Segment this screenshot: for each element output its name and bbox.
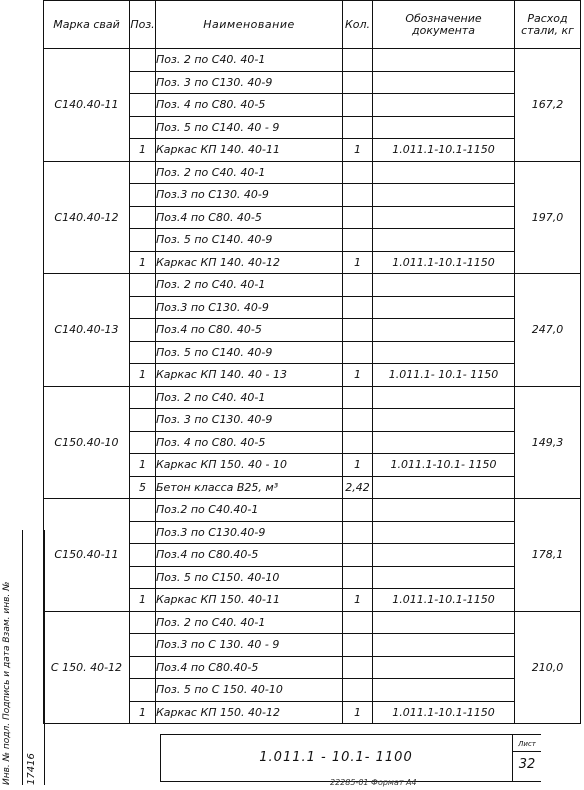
sheet-number: 32 [518, 757, 536, 772]
header-qty: Кол. [343, 1, 373, 49]
document-ref [373, 116, 515, 139]
steel-consumption: 210,0 [515, 611, 581, 724]
quantity-cell [343, 184, 373, 207]
quantity-cell [343, 296, 373, 319]
document-ref [373, 49, 515, 72]
position-cell: 1 [130, 364, 156, 387]
item-name: Каркас КП 150. 40-12 [156, 701, 343, 724]
document-ref: 1.011.1-10.1-1150 [373, 589, 515, 612]
position-cell [130, 544, 156, 567]
document-ref [373, 521, 515, 544]
position-cell [130, 656, 156, 679]
position-cell [130, 319, 156, 342]
document-ref [373, 611, 515, 634]
position-cell [130, 566, 156, 589]
steel-consumption: 149,3 [515, 386, 581, 499]
item-name: Поз.4 по С80. 40-5 [156, 319, 343, 342]
item-name: Поз.4 по С80. 40-5 [156, 206, 343, 229]
position-cell [130, 386, 156, 409]
document-ref [373, 94, 515, 117]
position-cell [130, 94, 156, 117]
quantity-cell [343, 94, 373, 117]
document-ref [373, 274, 515, 297]
document-ref [373, 161, 515, 184]
item-name: Поз. 2 по С40. 40-1 [156, 611, 343, 634]
position-cell: 1 [130, 139, 156, 162]
document-ref: 1.011.1-10.1- 1150 [373, 454, 515, 477]
document-ref [373, 566, 515, 589]
item-name: Поз.3 по С 130. 40 - 9 [156, 634, 343, 657]
header-pos: Поз. [130, 1, 156, 49]
pile-mark: С150.40-10 [44, 386, 130, 499]
quantity-cell [343, 431, 373, 454]
steel-consumption: 178,1 [515, 499, 581, 612]
document-ref [373, 386, 515, 409]
item-name: Поз.2 по С40.40-1 [156, 499, 343, 522]
item-name: Каркас КП 140. 40-11 [156, 139, 343, 162]
quantity-cell [343, 161, 373, 184]
table-row [44, 161, 581, 184]
item-name: Поз. 4 по С80. 40-5 [156, 431, 343, 454]
item-name: Поз. 3 по С130. 40-9 [156, 71, 343, 94]
quantity-cell [343, 229, 373, 252]
quantity-cell [343, 116, 373, 139]
steel-consumption: 167,2 [515, 49, 581, 162]
item-name: Поз.3 по С130. 40-9 [156, 296, 343, 319]
quantity-cell [343, 319, 373, 342]
header-mark: Марка свай [44, 1, 130, 49]
quantity-cell [343, 544, 373, 567]
document-ref [373, 409, 515, 432]
position-cell [130, 116, 156, 139]
document-ref [373, 319, 515, 342]
quantity-cell: 2,42 [343, 476, 373, 499]
specification-table [43, 0, 581, 724]
quantity-cell [343, 341, 373, 364]
item-name: Поз. 5 по С140. 40-9 [156, 229, 343, 252]
item-name: Каркас КП 140. 40 - 13 [156, 364, 343, 387]
quantity-cell [343, 206, 373, 229]
quantity-cell [343, 71, 373, 94]
sheet-label: Лист [513, 737, 541, 752]
item-name: Поз. 4 по С80. 40-5 [156, 94, 343, 117]
quantity-cell [343, 611, 373, 634]
position-cell [130, 161, 156, 184]
document-ref [373, 476, 515, 499]
quantity-cell [343, 634, 373, 657]
inventory-number: 17416 [26, 753, 37, 785]
quantity-cell: 1 [343, 139, 373, 162]
quantity-cell: 1 [343, 251, 373, 274]
item-name: Поз. 2 по С40. 40-1 [156, 386, 343, 409]
quantity-cell [343, 499, 373, 522]
item-name: Поз. 2 по С40. 40-1 [156, 274, 343, 297]
position-cell [130, 229, 156, 252]
document-ref: 1.011.1-10.1-1150 [373, 701, 515, 724]
table-header-row [44, 1, 581, 49]
document-ref [373, 656, 515, 679]
pile-mark: С140.40-12 [44, 161, 130, 274]
document-ref [373, 229, 515, 252]
position-cell [130, 296, 156, 319]
pile-mark: С150.40-11 [44, 499, 130, 612]
document-ref [373, 296, 515, 319]
position-cell [130, 274, 156, 297]
quantity-cell [343, 409, 373, 432]
table-row [44, 499, 581, 522]
item-name: Поз. 2 по С40. 40-1 [156, 49, 343, 72]
table-row [44, 274, 581, 297]
position-cell [130, 679, 156, 702]
header-doc: Обозначение документа [373, 1, 515, 49]
table-row [44, 611, 581, 634]
document-ref [373, 184, 515, 207]
document-ref [373, 71, 515, 94]
item-name: Каркас КП 150. 40 - 10 [156, 454, 343, 477]
position-cell [130, 49, 156, 72]
header-name: Наименование [156, 1, 343, 49]
left-margin-stamp [0, 530, 45, 785]
position-cell [130, 409, 156, 432]
document-ref: 1.011.1- 10.1- 1150 [373, 364, 515, 387]
pile-mark: С 150. 40-12 [44, 611, 130, 724]
position-cell [130, 184, 156, 207]
item-name: Каркас КП 150. 40-11 [156, 589, 343, 612]
item-name: Поз. 5 по С140. 40 - 9 [156, 116, 343, 139]
margin-label-text: Инв. № подл. Подпись и дата Взам. инв. № [2, 581, 12, 785]
document-ref [373, 431, 515, 454]
specification-sheet [43, 0, 583, 780]
document-ref [373, 206, 515, 229]
sheet-box [512, 735, 541, 781]
document-ref: 1.011.1-10.1-1150 [373, 139, 515, 162]
table-row [44, 49, 581, 72]
quantity-cell: 1 [343, 364, 373, 387]
inventory-number-box [24, 730, 42, 785]
steel-consumption: 247,0 [515, 274, 581, 387]
pile-mark: С140.40-11 [44, 49, 130, 162]
position-cell [130, 634, 156, 657]
item-name: Поз.4 по С80.40-5 [156, 656, 343, 679]
item-name: Поз.4 по С80.40-5 [156, 544, 343, 567]
item-name: Поз. 2 по С40. 40-1 [156, 161, 343, 184]
table-row [44, 386, 581, 409]
quantity-cell [343, 679, 373, 702]
steel-consumption: 197,0 [515, 161, 581, 274]
quantity-cell [343, 49, 373, 72]
item-name: Каркас КП 140. 40-12 [156, 251, 343, 274]
quantity-cell [343, 386, 373, 409]
footer-format-text: 22285-01 Формат А4 [330, 778, 417, 787]
position-cell [130, 499, 156, 522]
position-cell: 1 [130, 454, 156, 477]
quantity-cell [343, 521, 373, 544]
position-cell [130, 611, 156, 634]
position-cell [130, 521, 156, 544]
item-name: Поз. 5 по С140. 40-9 [156, 341, 343, 364]
item-name: Поз. 5 по С150. 40-10 [156, 566, 343, 589]
document-ref [373, 544, 515, 567]
document-ref [373, 679, 515, 702]
item-name: Бетон класса В25, м³ [156, 476, 343, 499]
document-ref [373, 634, 515, 657]
quantity-cell [343, 656, 373, 679]
quantity-cell: 1 [343, 454, 373, 477]
quantity-cell [343, 566, 373, 589]
position-cell: 1 [130, 701, 156, 724]
position-cell: 5 [130, 476, 156, 499]
position-cell: 1 [130, 251, 156, 274]
table-body [44, 49, 581, 724]
margin-labels [2, 530, 22, 790]
position-cell [130, 341, 156, 364]
item-name: Поз. 3 по С130. 40-9 [156, 409, 343, 432]
document-code: 1.011.1 - 10.1- 1100 [259, 750, 413, 765]
position-cell: 1 [130, 589, 156, 612]
item-name: Поз. 5 по С 150. 40-10 [156, 679, 343, 702]
position-cell [130, 431, 156, 454]
document-ref [373, 499, 515, 522]
quantity-cell: 1 [343, 701, 373, 724]
document-ref: 1.011.1-10.1-1150 [373, 251, 515, 274]
position-cell [130, 71, 156, 94]
document-ref [373, 341, 515, 364]
item-name: Поз.3 по С130.40-9 [156, 521, 343, 544]
header-steel: Расход стали, кг [515, 1, 581, 49]
pile-mark: С140.40-13 [44, 274, 130, 387]
quantity-cell: 1 [343, 589, 373, 612]
position-cell [130, 206, 156, 229]
item-name: Поз.3 по С130. 40-9 [156, 184, 343, 207]
quantity-cell [343, 274, 373, 297]
title-block [160, 734, 541, 782]
